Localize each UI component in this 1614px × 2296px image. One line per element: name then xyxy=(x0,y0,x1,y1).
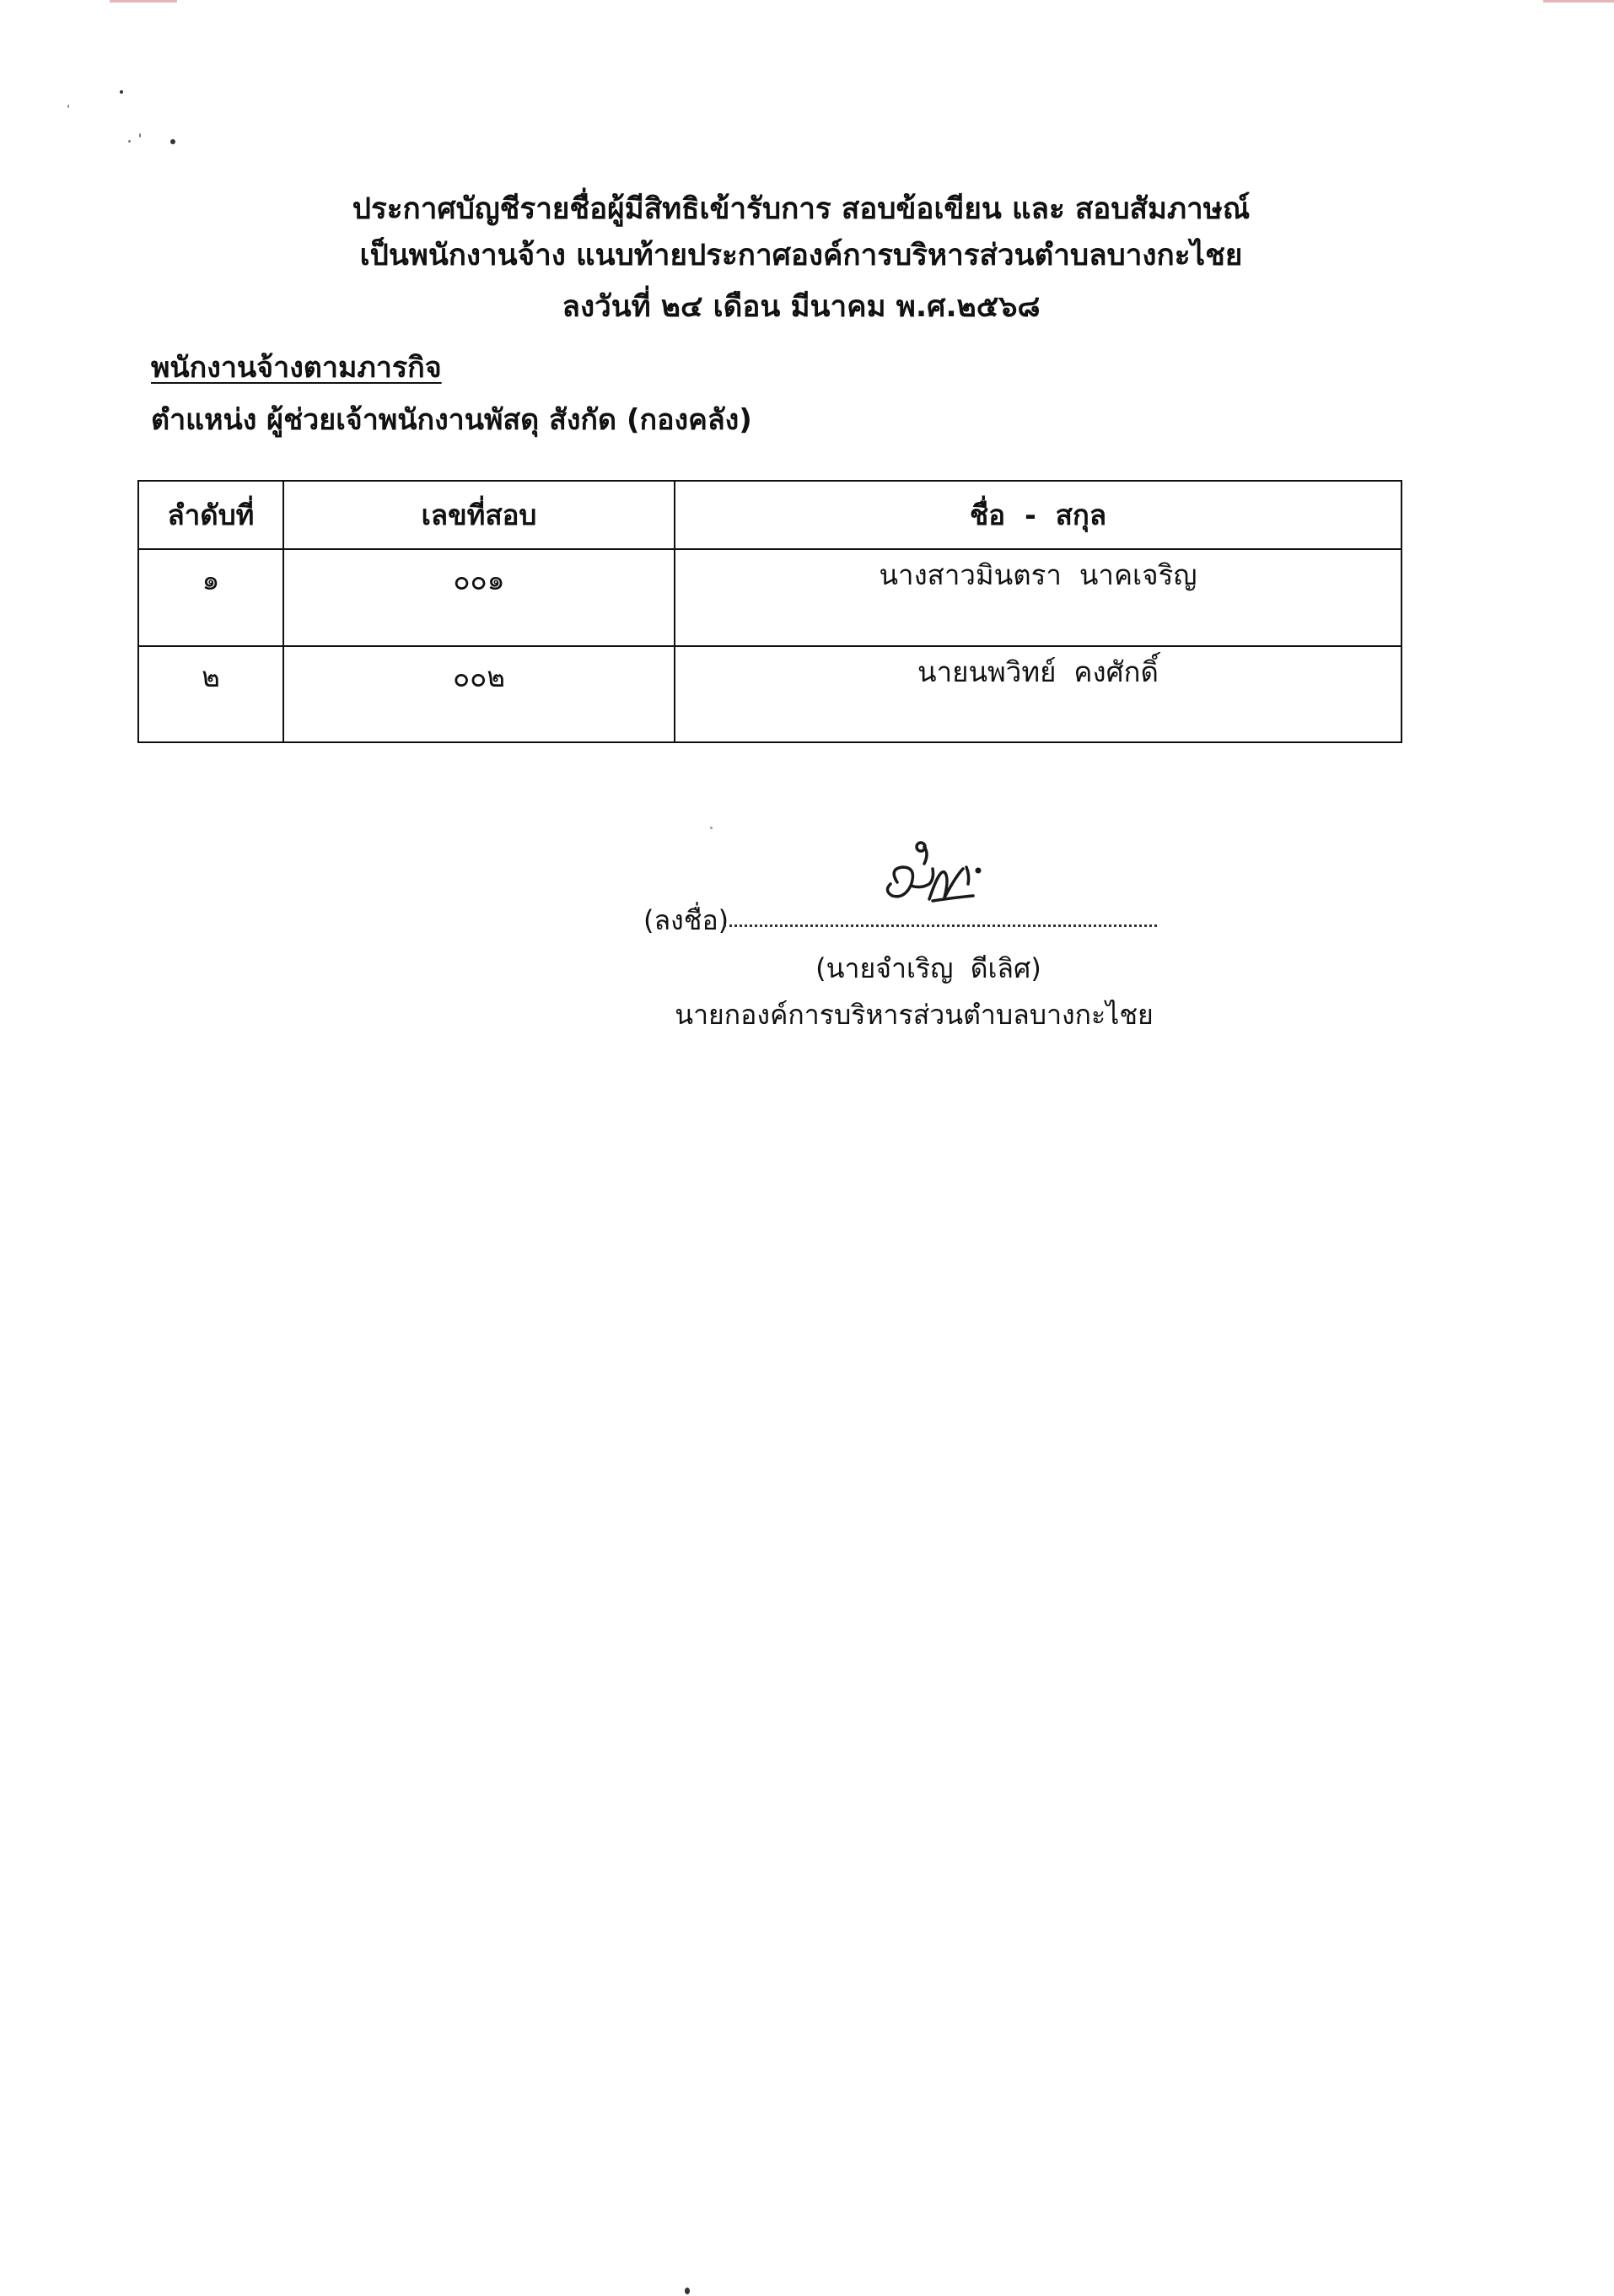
cell-full-name: นางสาวมินตรา นาคเจริญ xyxy=(675,549,1401,646)
header-full-name: ชื่อ - สกุล xyxy=(675,481,1401,549)
signature-mark xyxy=(874,835,1000,928)
scan-speck xyxy=(710,827,713,829)
title-line-3: ลงวันที่ ๒๔ เดือน มีนาคม พ.ศ.๒๕๖๘ xyxy=(562,290,1041,324)
table-header-row xyxy=(138,481,1401,549)
position-line: ตำแหน่ง ผู้ช่วยเจ้าพนักงานพัสดุ สังกัด (กองคลัง) xyxy=(151,403,752,437)
scan-edge-mark-left xyxy=(110,0,177,3)
scan-speck xyxy=(128,140,131,143)
scan-speck xyxy=(685,2288,690,2294)
cell-exam-number: ๐๐๑ xyxy=(283,549,675,646)
header-order: ลำดับที่ xyxy=(138,481,283,549)
cell-exam-number: ๐๐๒ xyxy=(283,646,675,742)
signer-title: นายกองค์การบริหารส่วนตำบลบางกะไชย xyxy=(675,999,1154,1031)
candidate-table xyxy=(137,480,1402,743)
cell-order: ๒ xyxy=(138,646,283,742)
header-exam-number: เลขที่สอบ xyxy=(283,481,675,549)
scan-speck xyxy=(170,139,175,144)
scan-edge-mark-right xyxy=(1543,0,1614,3)
cell-full-name: นายนพวิทย์ คงศักดิ์ xyxy=(675,646,1401,742)
scan-speck xyxy=(120,90,123,94)
scan-speck xyxy=(139,133,141,137)
title-line-1: ประกาศบัญชีรายชื่อผู้มีสิทธิเข้ารับการ สอบข้อเขียน และ สอบสัมภาษณ์ xyxy=(352,192,1251,226)
section-heading: พนักงานจ้างตามภารกิจ xyxy=(151,351,442,385)
signature-label: (ลงชื่อ) xyxy=(643,904,729,936)
signer-name: (นายจำเริญ ดีเลิศ) xyxy=(815,952,1041,984)
cell-order: ๑ xyxy=(138,549,283,646)
table-row xyxy=(138,646,1401,742)
table-row xyxy=(138,549,1401,646)
scan-speck xyxy=(67,105,69,108)
title-line-2: เป็นพนักงานจ้าง แนบท้ายประกาศองค์การบริหารส่วนตำบลบางกะไชย xyxy=(359,239,1243,272)
